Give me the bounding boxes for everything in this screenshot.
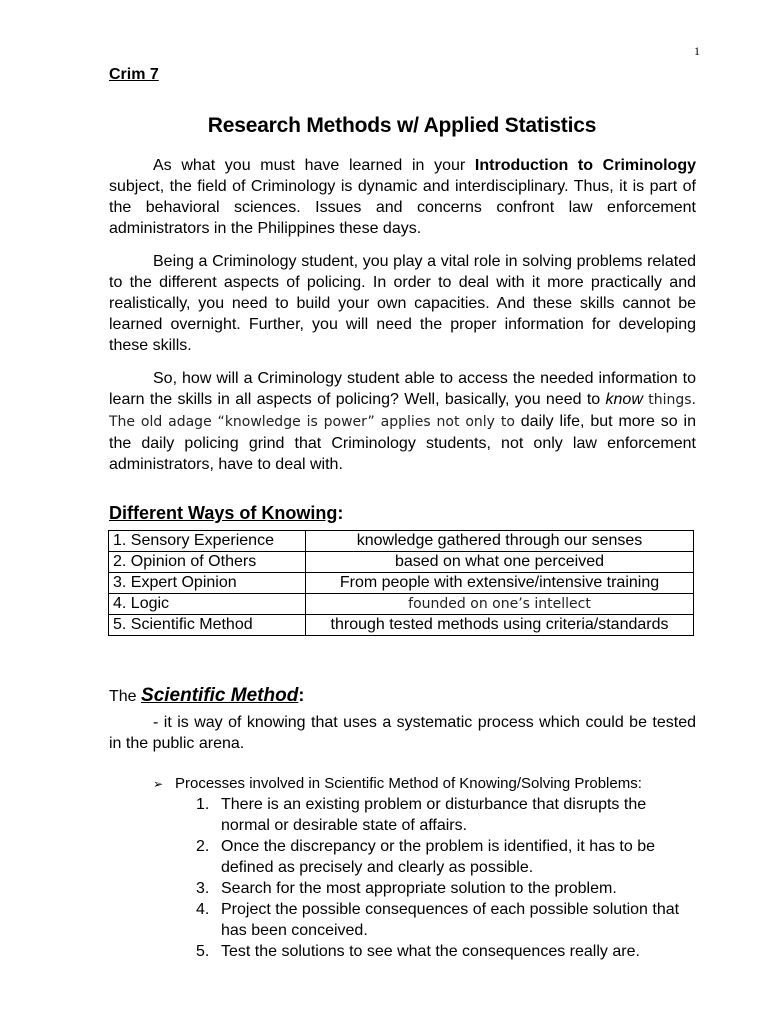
- p3-italic-know: know: [605, 391, 643, 408]
- way-description: From people with extensive/intensive training: [306, 573, 694, 594]
- step-number: 3.: [196, 880, 210, 897]
- intro-paragraph-3: [109, 368, 696, 475]
- step-text: There is an existing problem or disturbance that disrupts the normal or desirable state of affairs.: [221, 796, 647, 834]
- way-name: 3. Expert Opinion: [109, 573, 306, 594]
- table-row: [109, 615, 694, 636]
- p3-text-b: daily life, but more so in the daily policing grind that Criminology students, not only law enforcement administrators, have to deal with.: [109, 413, 696, 473]
- step-text: Once the discrepancy or the problem is identified, it has to be defined as precisely and clearly as possible.: [221, 838, 656, 876]
- ways-heading-text: Different Ways of Knowing: [109, 503, 338, 523]
- list-item: [196, 878, 696, 899]
- p3-text-alt: things. The old adage “knowledge is power” applies not only to: [109, 392, 696, 430]
- p2-text: Being a Criminology student, you play a vital role in solving problems related to the different aspects of policing. In order to deal with it more practically and realistically, you need to build your own capacities. And these skills cannot be learned overnight. Further, you will need the proper information for developing these skills.: [109, 253, 696, 354]
- intro-paragraph-1: [109, 155, 696, 239]
- sci-definition-text: - it is way of knowing that uses a systematic process which could be tested in the public arena.: [109, 714, 696, 752]
- sci-heading-text: Scientific Method: [141, 685, 299, 706]
- way-description: through tested methods using criteria/standards: [306, 615, 694, 636]
- way-name: 4. Logic: [109, 594, 306, 615]
- way-name: 2. Opinion of Others: [109, 552, 306, 573]
- document-title: Research Methods w/ Applied Statistics: [207, 114, 597, 137]
- step-number: 4.: [196, 901, 210, 918]
- arrow-bullet-icon: ➢: [153, 777, 164, 791]
- sci-heading-prefix: The: [109, 688, 142, 705]
- p1-text-a: As what you must have learned in your: [153, 157, 475, 174]
- ways-of-knowing-heading: [109, 503, 343, 524]
- step-text: Search for the most appropriate solution to the problem.: [221, 880, 617, 897]
- page-number: 1: [694, 44, 700, 58]
- table-row: [109, 594, 694, 615]
- scientific-method-heading: [109, 685, 304, 707]
- ways-heading-colon: :: [337, 503, 344, 523]
- p3-text-a: So, how will a Criminology student able to access the needed information to learn the skills in all aspects of policing? Well, basically, you need to: [109, 370, 696, 408]
- list-item: [196, 941, 696, 962]
- way-name: 1. Sensory Experience: [109, 531, 306, 552]
- processes-bullet: [153, 774, 642, 794]
- way-description: founded on one’s intellect: [306, 594, 694, 615]
- ways-of-knowing-table: [108, 530, 694, 636]
- table-row: [109, 573, 694, 594]
- table-row: [109, 552, 694, 573]
- way-description: based on what one perceived: [306, 552, 694, 573]
- p1-text-b: subject, the field of Criminology is dynamic and interdisciplinary. Thus, it is part of the behavioral sciences. Issues and concerns confront law enforcement administrators in the Philippines these days.: [109, 178, 696, 237]
- processes-bullet-text: Processes involved in Scientific Method of Knowing/Solving Problems:: [175, 775, 642, 792]
- step-text: Project the possible consequences of each possible solution that has been conceived.: [221, 901, 680, 939]
- list-item: [196, 794, 696, 836]
- table-row: [109, 531, 694, 552]
- p1-bold-course: Introduction to Criminology: [474, 157, 697, 174]
- way-name: 5. Scientific Method: [109, 615, 306, 636]
- step-text: Test the solutions to see what the consequences really are.: [221, 943, 640, 960]
- course-code: Crim 7: [109, 66, 159, 83]
- scientific-method-steps: [196, 794, 696, 962]
- way-description: knowledge gathered through our senses: [306, 531, 694, 552]
- list-item: [196, 836, 696, 878]
- step-number: 1.: [196, 796, 210, 813]
- list-item: [196, 899, 696, 941]
- sci-heading-colon: :: [298, 685, 305, 705]
- scientific-method-definition: [109, 712, 696, 754]
- step-number: 2.: [196, 838, 210, 855]
- step-number: 5.: [196, 943, 210, 960]
- intro-paragraph-2: [109, 251, 696, 356]
